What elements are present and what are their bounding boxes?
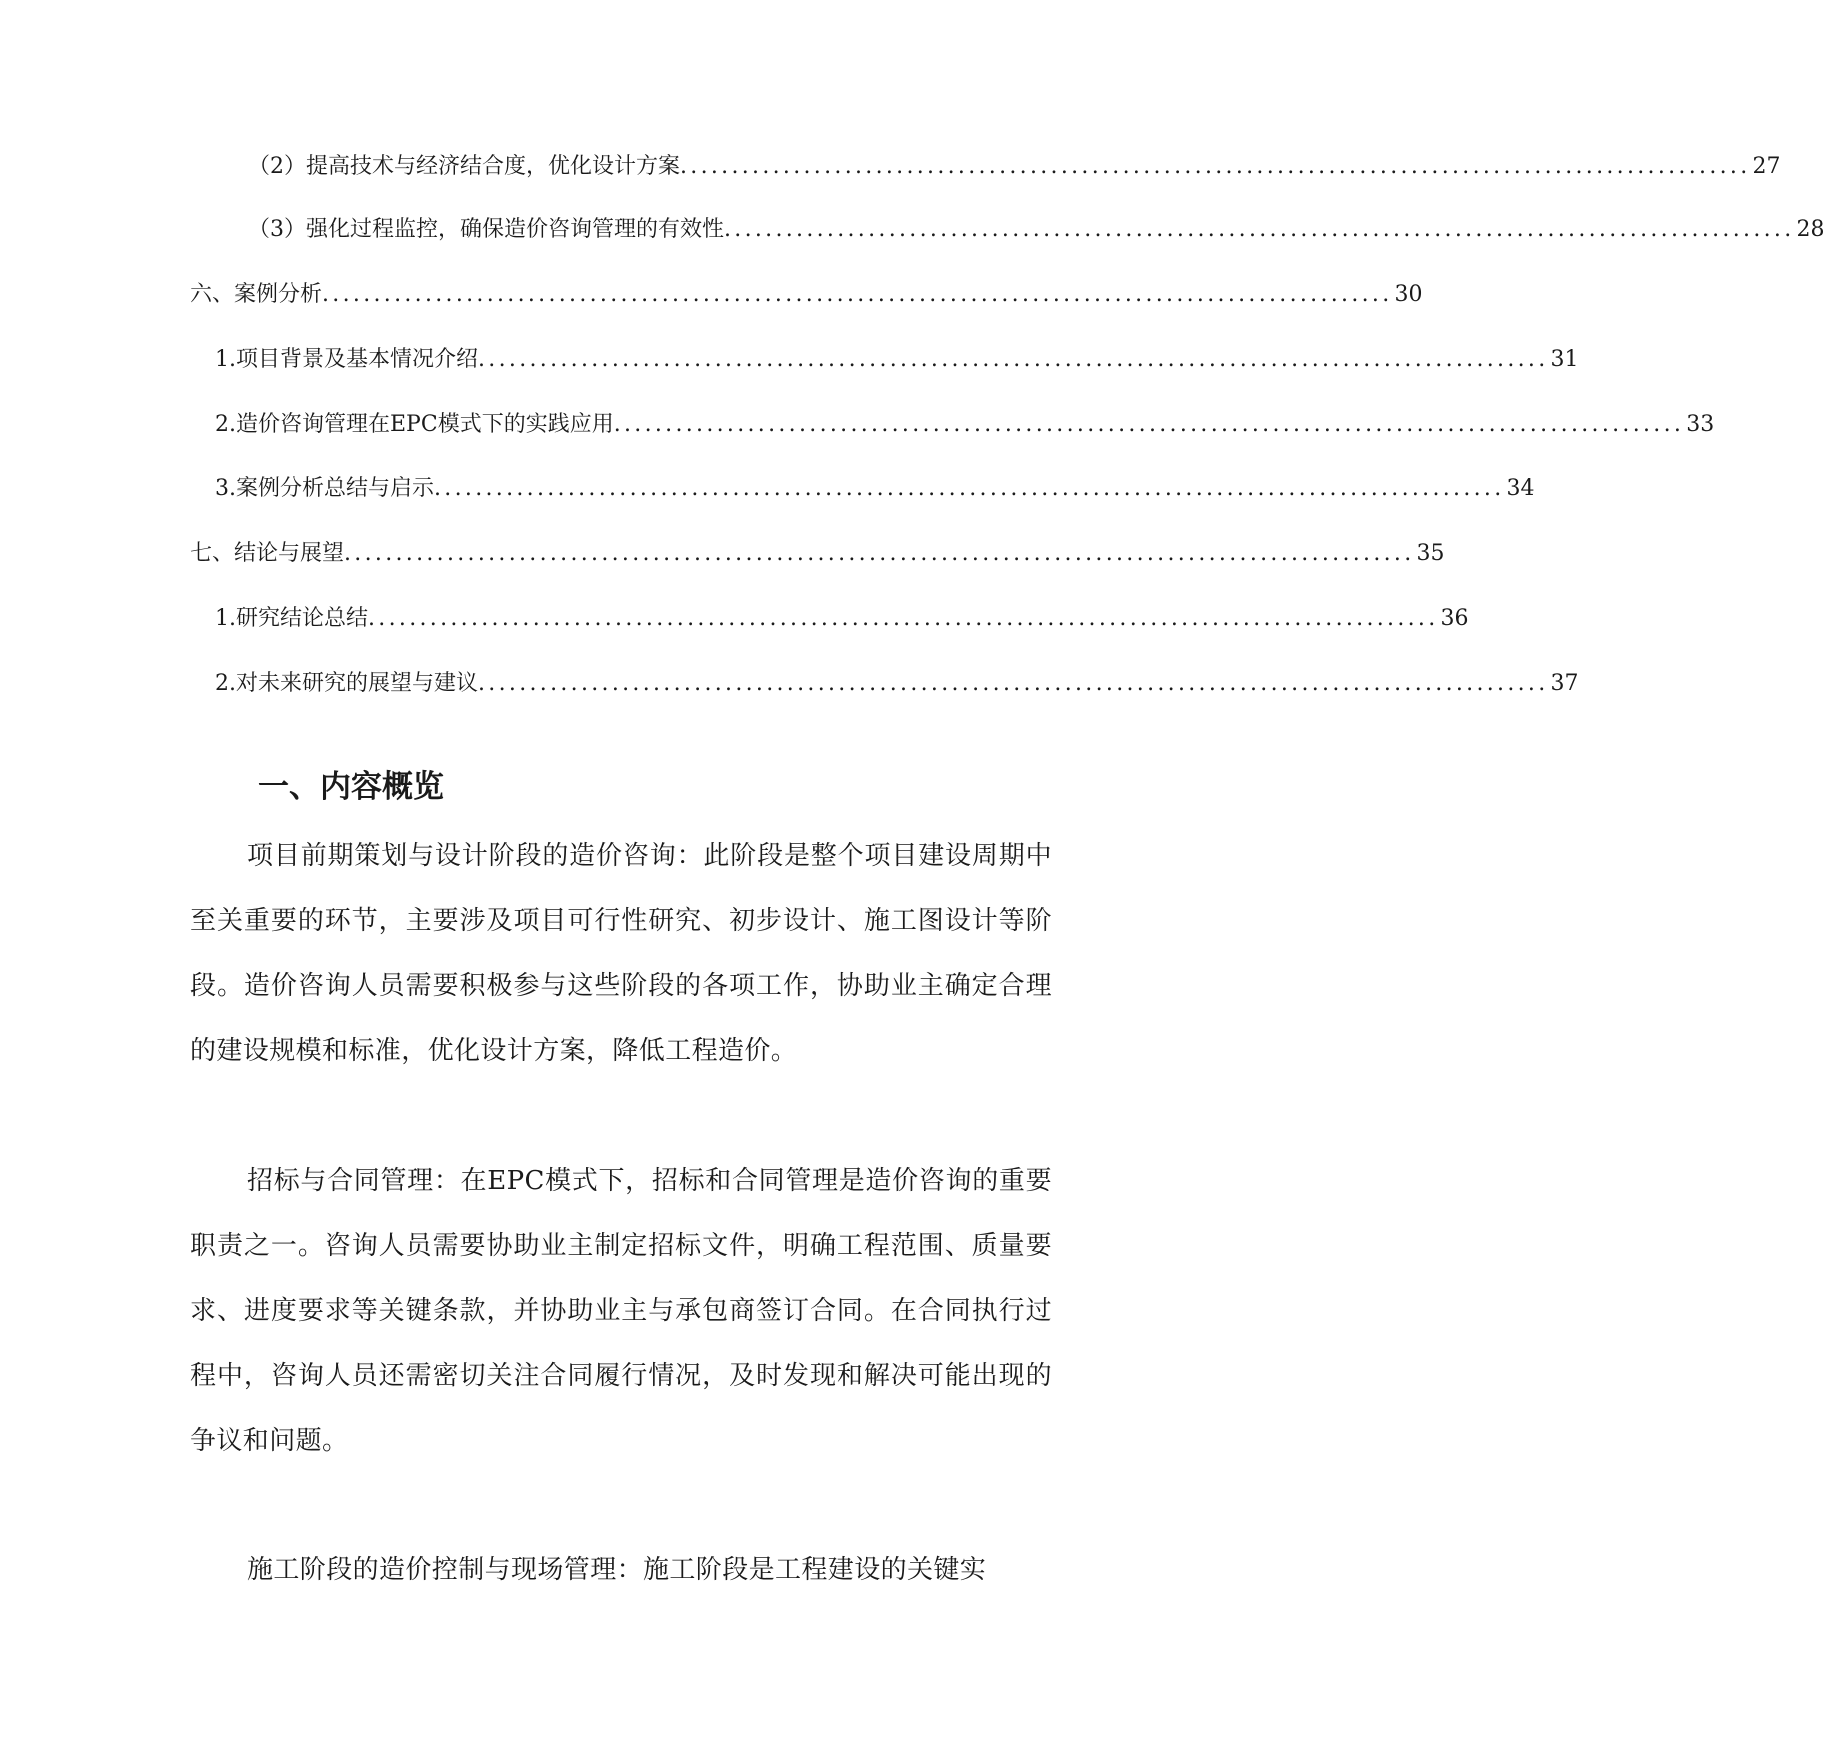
toc-page-number: 37 [1550, 671, 1579, 696]
toc-leader-dots: ........................................................................................................ [344, 541, 1415, 566]
toc-entry-number: 2. [215, 671, 236, 696]
toc-entry-title: （3）强化过程监控，确保造价咨询管理的有效性 [248, 217, 724, 242]
toc-leader-dots: ........................................................................................................ [322, 282, 1393, 307]
toc-entry[interactable] [215, 669, 1579, 699]
section-heading: 一、内容概览 [258, 769, 444, 805]
toc-leader-dots: ........................................................................................................ [724, 217, 1795, 242]
toc-leader-dots: ........................................................................................................ [478, 671, 1549, 696]
toc-page-number: 35 [1416, 541, 1445, 566]
toc-leader-dots: ........................................................................................................ [613, 412, 1685, 437]
toc-entry-title: 七、结论与展望 [190, 541, 345, 566]
body-paragraph: 招标与合同管理：在EPC模式下，招标和合同管理是造价咨询的重要职责之一。咨询人员需要协助业主制定招标文件，明确工程范围、质量要求、进度要求等关键条款，并协助业主与承包商签订合同。在合同执行过程中，咨询人员还需密切关注合同履行情况，及时发现和解决可能出现的争议和问题。 [190, 1166, 1052, 1456]
toc-leader-dots: ........................................................................................................ [434, 476, 1505, 501]
toc-page-number: 27 [1752, 154, 1781, 179]
toc-entry-title: 六、案例分析 [190, 282, 323, 307]
toc-page-number: 33 [1686, 412, 1715, 437]
toc-leader-dots: ........................................................................................................ [680, 154, 1751, 179]
toc-entry[interactable] [215, 474, 1535, 504]
toc-page-number: 31 [1550, 347, 1579, 372]
toc-entry-title: 造价咨询管理在EPC模式下的实践应用 [236, 412, 614, 437]
toc-entry-title: 研究结论总结 [236, 606, 369, 631]
toc-leader-dots: ........................................................................................................ [368, 606, 1439, 631]
toc-entry[interactable] [190, 280, 1423, 310]
toc-entry-number: 1. [215, 347, 236, 372]
toc-entry-title: （2）提高技术与经济结合度，优化设计方案 [248, 154, 680, 179]
toc-entry[interactable] [215, 410, 1715, 440]
toc-entry-title: 项目背景及基本情况介绍 [236, 347, 479, 372]
toc-entry-number: 2. [215, 412, 236, 437]
body-paragraph: 项目前期策划与设计阶段的造价咨询：此阶段是整个项目建设周期中至关重要的环节，主要涉及项目可行性研究、初步设计、施工图设计等阶段。造价咨询人员需要积极参与这些阶段的各项工作，协助业主确定合理的建设规模和标准，优化设计方案，降低工程造价。 [190, 841, 1052, 1066]
toc-entry-title: 对未来研究的展望与建议 [236, 671, 479, 696]
toc-entry[interactable] [215, 604, 1469, 634]
toc-entry[interactable] [248, 215, 1825, 245]
toc-entry-number: 3. [215, 476, 236, 501]
body-paragraph: 施工阶段的造价控制与现场管理：施工阶段是工程建设的关键实 [247, 1555, 987, 1585]
toc-entry-title: 案例分析总结与启示 [236, 476, 435, 501]
toc-entry[interactable] [215, 345, 1579, 375]
toc-page-number: 30 [1394, 282, 1423, 307]
toc-entry[interactable] [190, 539, 1445, 569]
toc-entry[interactable] [248, 152, 1781, 182]
toc-page-number: 36 [1440, 606, 1469, 631]
toc-leader-dots: ........................................................................................................ [478, 347, 1549, 372]
toc-entry-number: 1. [215, 606, 236, 631]
toc-page-number: 28 [1796, 217, 1825, 242]
toc-page-number: 34 [1506, 476, 1535, 501]
